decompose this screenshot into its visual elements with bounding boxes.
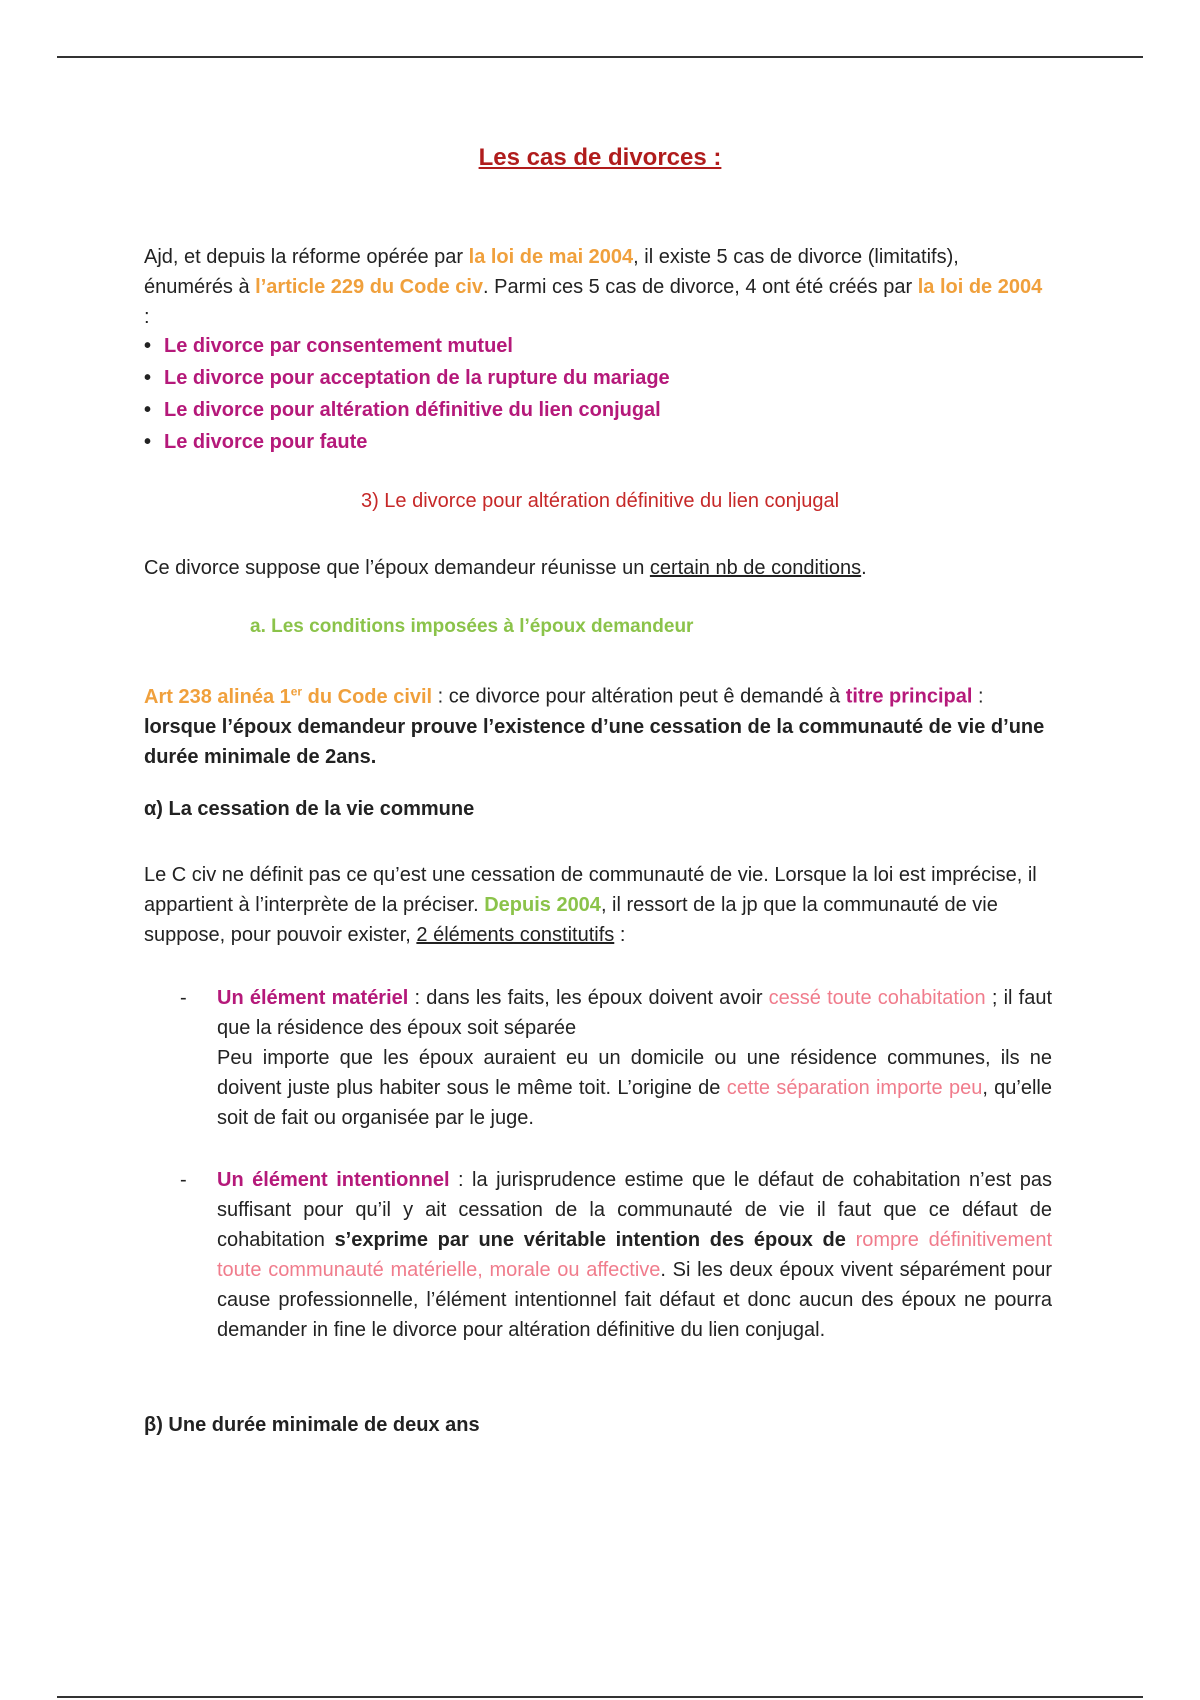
list-item: • Le divorce par consentement mutuel — [144, 330, 1052, 362]
subsection-heading-a: a. Les conditions imposées à l’époux demandeur — [250, 616, 694, 637]
dash-bullet-icon: - — [180, 987, 187, 1009]
dash-bullet-icon: - — [180, 1169, 187, 1191]
bullet-icon: • — [144, 367, 152, 389]
top-rule — [57, 56, 1143, 58]
bullet-icon: • — [144, 399, 152, 421]
intro-paragraph: Ajd, et depuis la réforme opérée par la loi de mai 2004, il existe 5 cas de divorce (limitatifs), énumérés à l’article 229 du Code civ. Parmi ces 5 cas de divorce, 4 ont été créés par la loi de 2004 : — [144, 246, 1043, 328]
article-ref: l’article 229 du Code civ — [255, 276, 484, 298]
law-ref: la loi de 2004 — [917, 276, 1043, 298]
section-heading-3: 3) Le divorce pour altération définitive du lien conjugal — [360, 490, 840, 512]
page-title: Les cas de divorces : — [478, 144, 722, 171]
bottom-rule — [57, 1696, 1143, 1698]
law-ref: la loi de mai 2004 — [468, 246, 634, 268]
beta-heading: β) Une durée minimale de deux ans — [144, 1414, 480, 1436]
bullet-icon: • — [144, 335, 152, 357]
list-item: • Le divorce pour altération définitive du lien conjugal — [144, 394, 1052, 426]
list-item: • Le divorce pour faute — [144, 426, 1052, 458]
list-item: • Le divorce pour acceptation de la rupture du mariage — [144, 362, 1052, 394]
alpha-heading: α) La cessation de la vie commune — [144, 798, 475, 820]
cessation-paragraph: Le C civ ne définit pas ce qu’est une cessation de communauté de vie. Lorsque la loi est imprécise, il appartient à l’interprète de la préciser. Depuis 2004, il ressort de la jp que la communauté de vie suppose, pour pouvoir exister, 2 éléments constitutifs : — [144, 864, 1037, 946]
art238-paragraph: Art 238 alinéa 1er du Code civil : ce divorce pour altération peut ê demandé à titre principal : lorsque l’époux demandeur prouve l’existence d’une cessation de la communauté de vie d’une durée minimale de 2ans. — [144, 684, 1045, 768]
conditions-intro: Ce divorce suppose que l’époux demandeur réunisse un certain nb de conditions. — [144, 557, 867, 579]
divorce-types-list — [144, 330, 1052, 458]
article-ref: Art 238 alinéa 1er du Code civil — [144, 684, 433, 708]
bullet-icon: • — [144, 431, 152, 453]
